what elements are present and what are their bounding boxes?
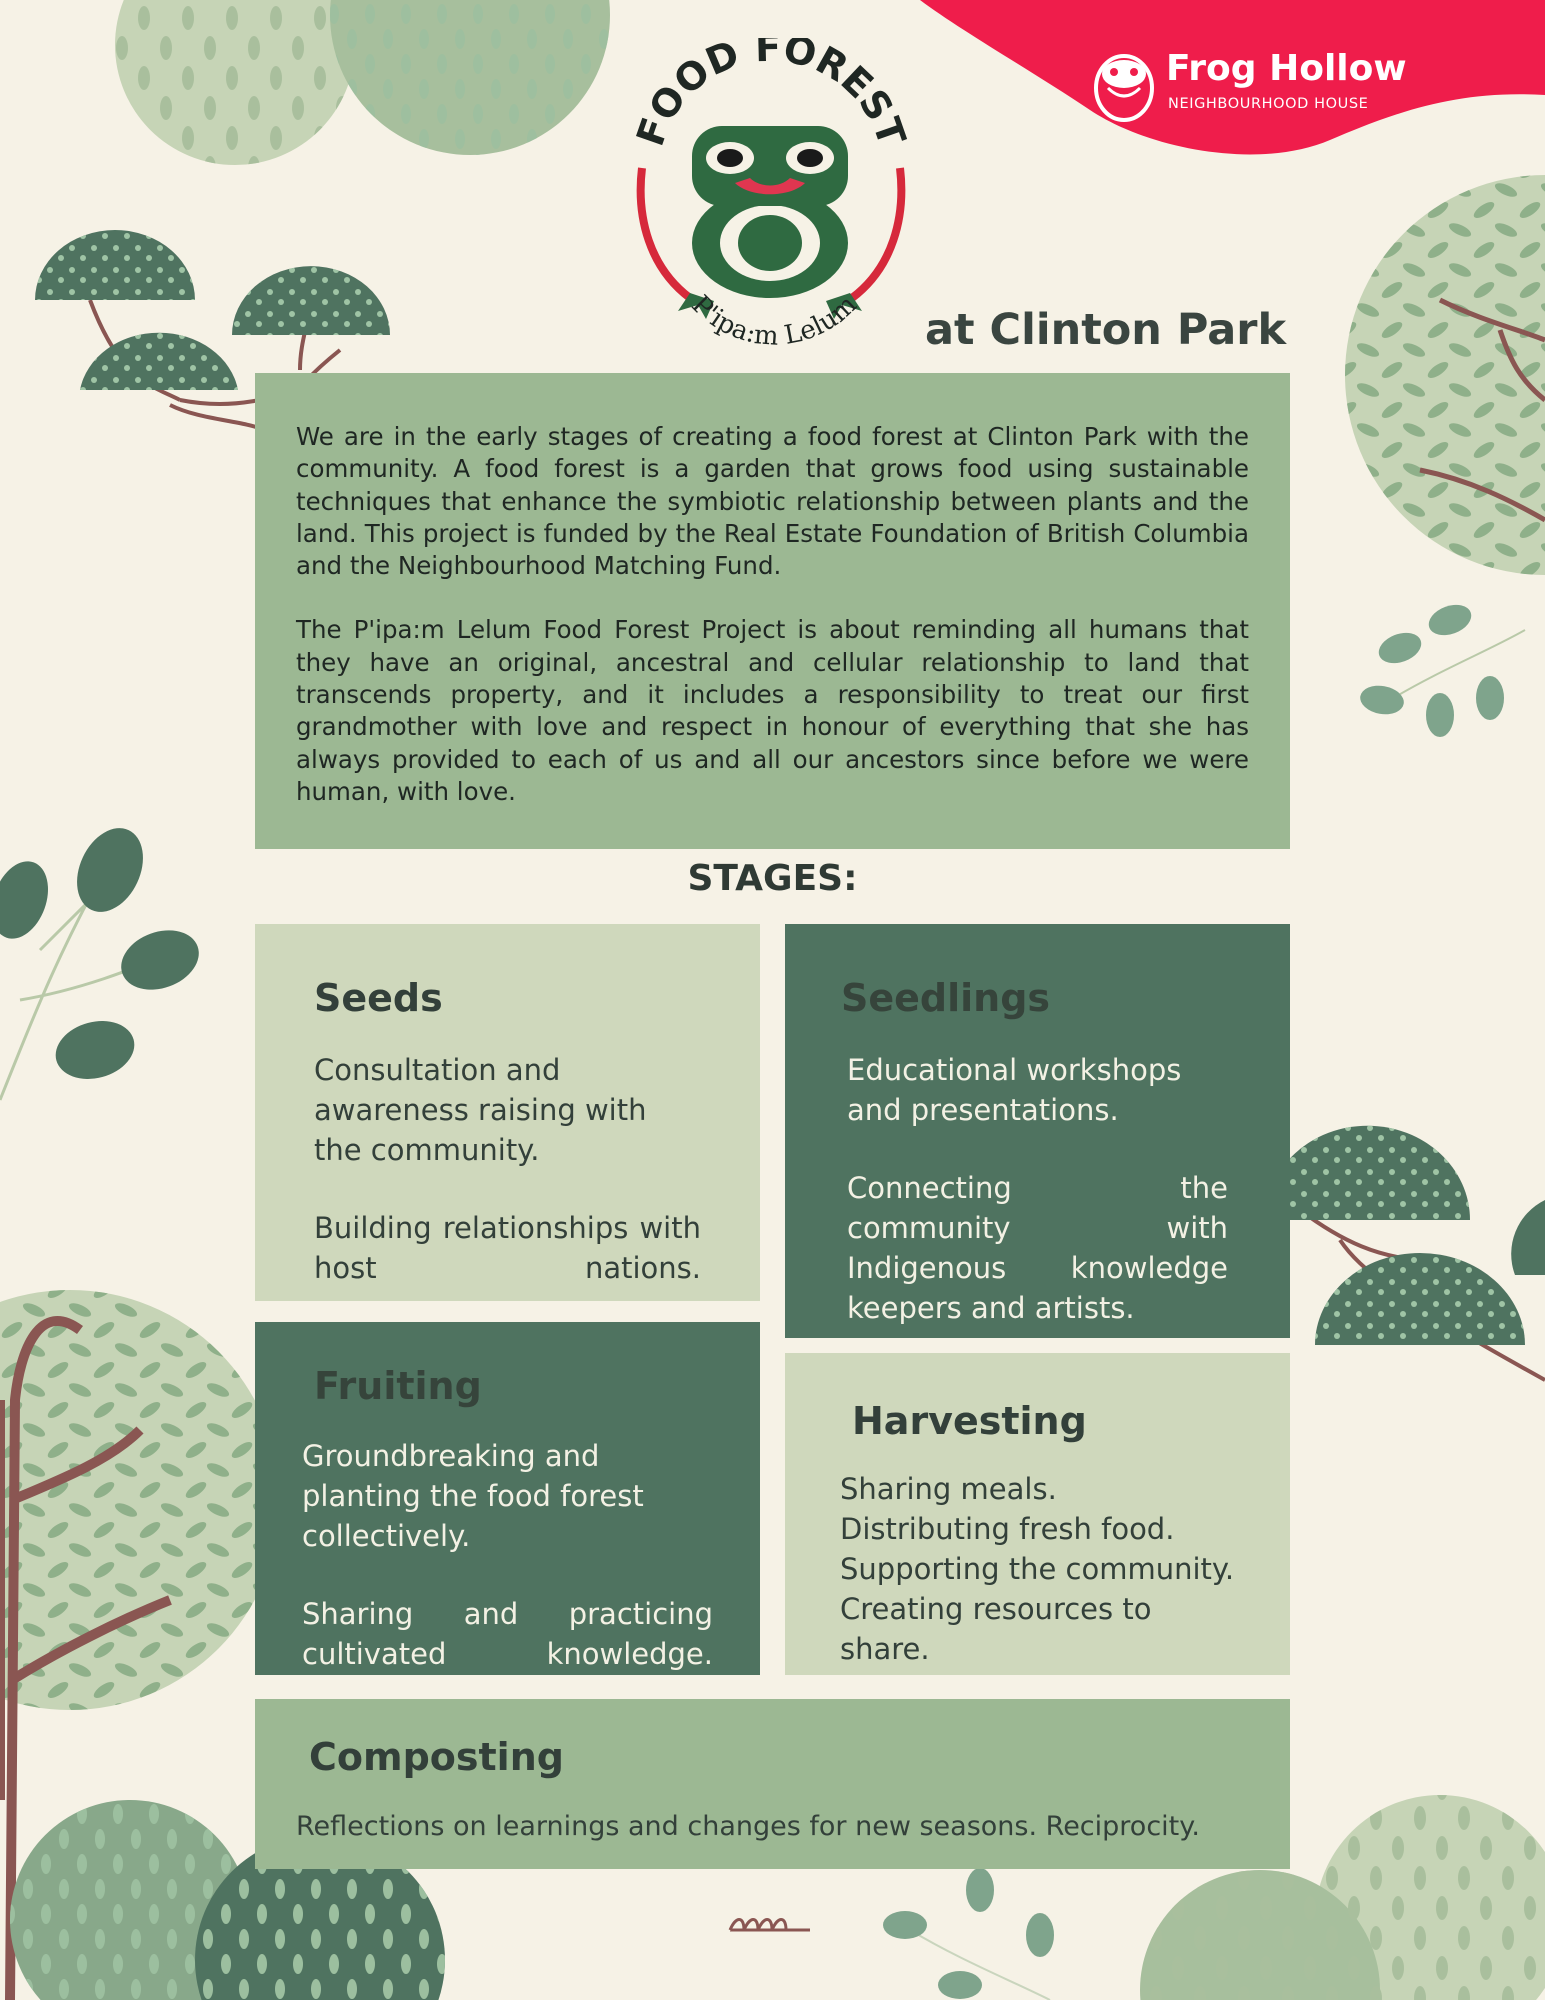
stage-text: Supporting the community. xyxy=(840,1552,1235,1586)
frog-hollow-logo-icon xyxy=(1092,40,1156,124)
intro-panel xyxy=(255,373,1290,849)
stage-card-seedlings xyxy=(785,924,1290,1338)
org-name: Frog Hollow xyxy=(1166,48,1407,89)
stage-text: Educational workshops and presentations. xyxy=(847,1053,1182,1127)
intro-paragraph-2: The P'ipa:m Lelum Food Forest Project is about reminding all humans that they have an original, ancestral and cellular relationship to land that transcends property, and it includes a responsibility to treat our first grandmother with love and respect in honour of everything that she has always provided to each of us and all our ancestors since before we were human, with love. xyxy=(296,615,1249,806)
stage-text: Creating resources to share. xyxy=(840,1592,1152,1666)
stage-text: Building relationships with host nations. xyxy=(314,1211,701,1285)
svg-text:P'ipa:m Lelum xyxy=(685,290,862,352)
stage-text: Sharing and practicing cultivated knowledge. xyxy=(302,1597,713,1671)
stage-text: Distributing fresh food. xyxy=(840,1512,1175,1546)
stage-text: Connecting the community with Indigenous knowledge keepers and artists. xyxy=(847,1171,1228,1325)
stage-card-harvesting xyxy=(785,1353,1290,1675)
logo-subtitle: P'ipa:m Lelum xyxy=(685,289,863,352)
stage-title: Seedlings xyxy=(841,976,1051,1020)
location-heading: at Clinton Park xyxy=(925,305,1287,355)
frog-hollow-brand xyxy=(1092,40,1407,120)
stage-text: Consultation and awareness raising with the community. xyxy=(314,1053,647,1167)
food-forest-logo xyxy=(620,38,920,358)
stage-title: Seeds xyxy=(314,976,443,1020)
stage-text: Groundbreaking and planting the food forest collectively. xyxy=(302,1439,644,1553)
logo-title: FOOD FOREST xyxy=(627,38,915,152)
stage-card-seeds xyxy=(255,924,760,1301)
stage-title: Fruiting xyxy=(314,1364,482,1408)
stage-text: Sharing meals. xyxy=(840,1472,1057,1506)
stage-card-fruiting xyxy=(255,1322,760,1675)
intro-paragraph-1: We are in the early stages of creating a food forest at Clinton Park with the community. A food forest is a garden that grows food using sustainable techniques that enhance the symbiotic relationship between plants and the land. This project is funded by the Real Estate Foundation of British Columbia and the Neighbourhood Matching Fund. xyxy=(296,422,1249,581)
org-tagline: NEIGHBOURHOOD HOUSE xyxy=(1168,96,1369,112)
stage-title: Harvesting xyxy=(852,1399,1087,1443)
stage-text: Reflections on learnings and changes for new seasons. Reciprocity. xyxy=(296,1811,1200,1842)
frog-emblem-icon xyxy=(620,38,920,358)
stage-title: Composting xyxy=(309,1735,564,1779)
stage-card-composting xyxy=(255,1699,1290,1869)
stages-heading: STAGES: xyxy=(687,858,858,899)
